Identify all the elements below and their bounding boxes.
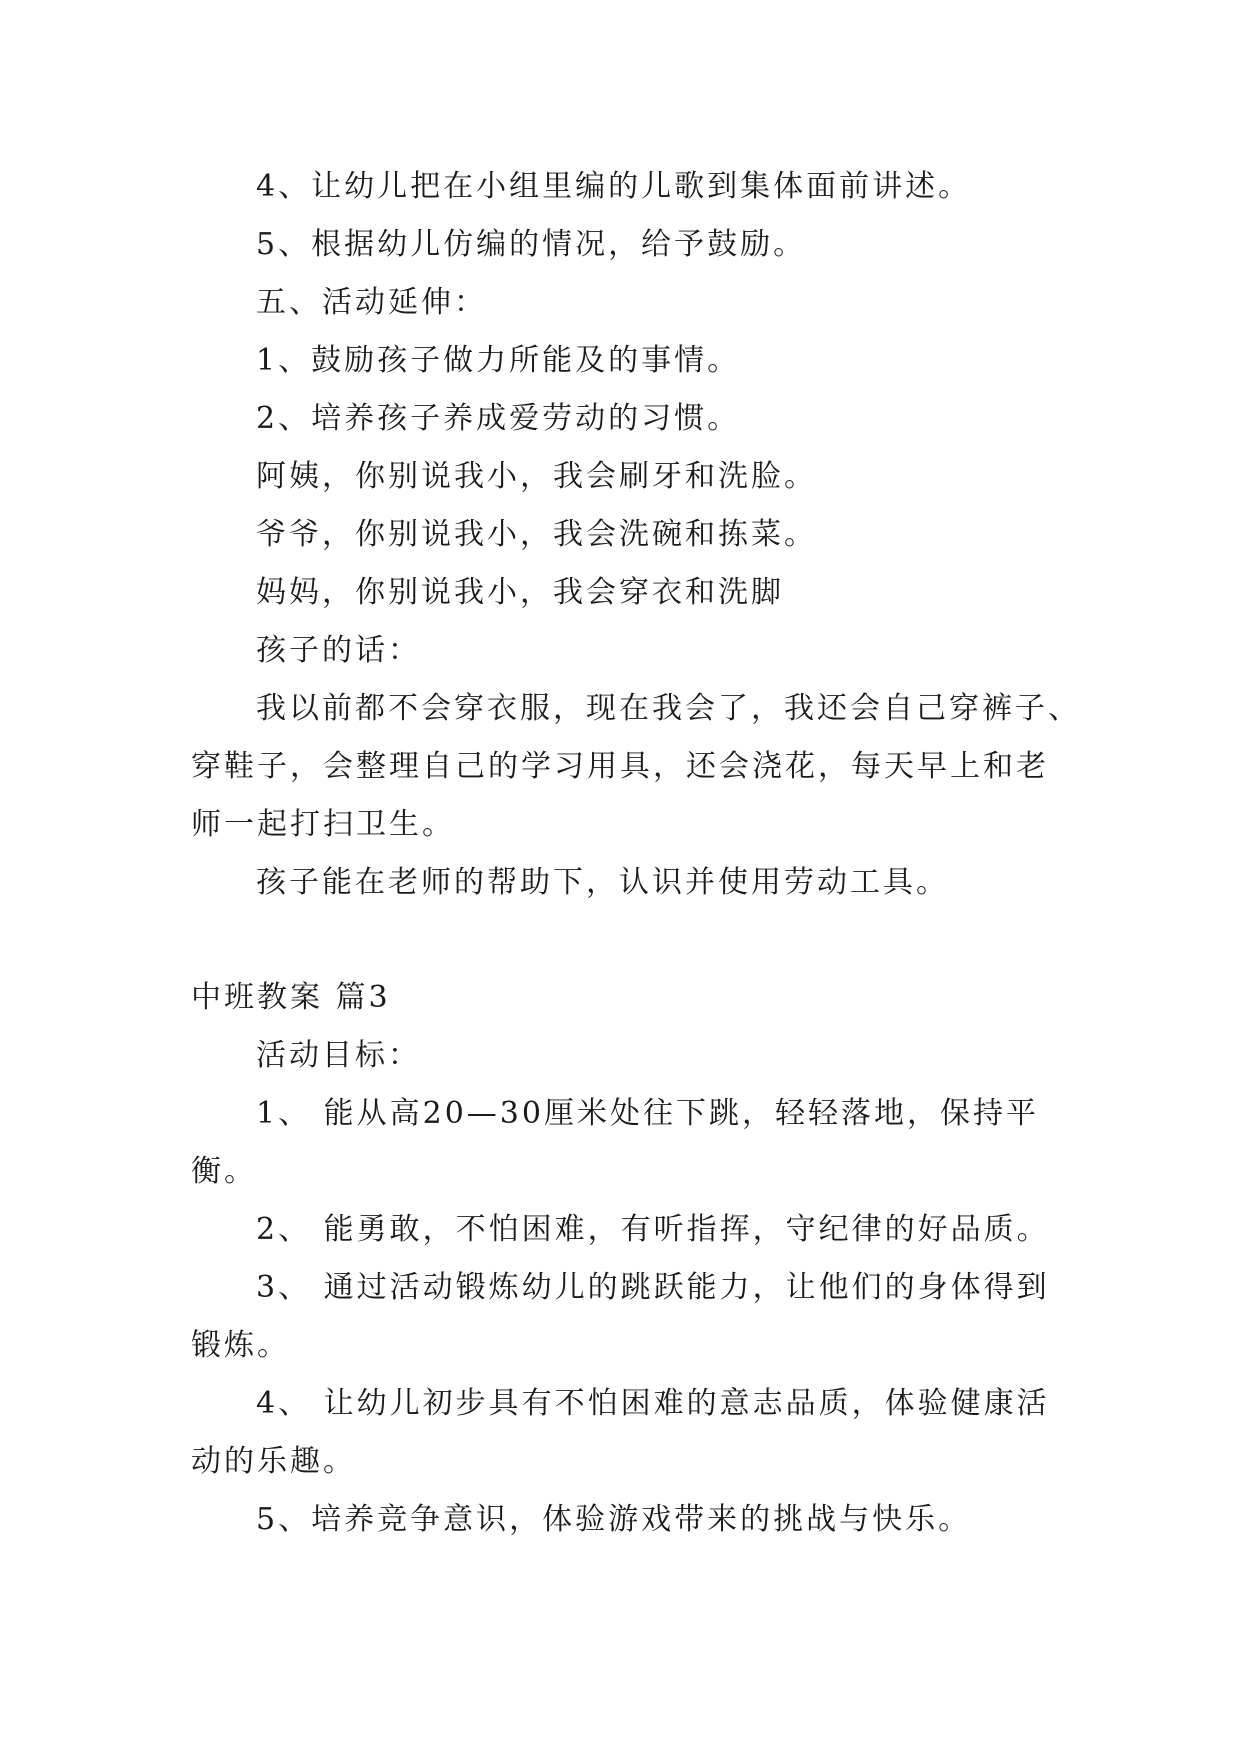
paragraph-line: 孩子能在老师的帮助下，认识并使用劳动工具。 [256, 865, 949, 900]
list-item-continuation: 动的乐趣。 [191, 1444, 356, 1479]
section-heading: 五、活动延伸： [256, 285, 487, 320]
list-item-continuation: 锻炼。 [191, 1328, 290, 1363]
list-item: 1、 能从高20—30厘米处往下跳，轻轻落地，保持平 [256, 1096, 1039, 1131]
subheading: 孩子的话： [256, 633, 421, 668]
paragraph-line: 师一起打扫卫生。 [191, 807, 455, 842]
paragraph-line: 我以前都不会穿衣服，现在我会了，我还会自己穿裤子、 [256, 691, 1081, 726]
list-item: 4、 让幼儿初步具有不怕困难的意志品质，体验健康活 [256, 1386, 1050, 1421]
paragraph-line: 穿鞋子，会整理自己的学习用具，还会浇花，每天早上和老 [191, 749, 1049, 784]
rhyme-line: 阿姨，你别说我小，我会刷牙和洗脸。 [256, 459, 817, 494]
paragraph-line: 1、鼓励孩子做力所能及的事情。 [256, 343, 741, 378]
rhyme-line: 爷爷，你别说我小，我会洗碗和拣菜。 [256, 517, 817, 552]
paragraph-line: 4、让幼儿把在小组里编的儿歌到集体面前讲述。 [256, 169, 972, 204]
section-heading: 活动目标： [256, 1038, 421, 1073]
list-item: 3、 通过活动锻炼幼儿的跳跃能力，让他们的身体得到 [256, 1270, 1050, 1305]
paragraph-line: 2、培养孩子养成爱劳动的习惯。 [256, 401, 741, 436]
section-title: 中班教案 篇3 [191, 980, 391, 1015]
list-item: 5、培养竞争意识，体验游戏带来的挑战与快乐。 [256, 1502, 972, 1537]
paragraph-line: 5、根据幼儿仿编的情况，给予鼓励。 [256, 227, 807, 262]
list-item-continuation: 衡。 [191, 1154, 257, 1189]
list-item: 2、 能勇敢，不怕困难，有听指挥，守纪律的好品质。 [256, 1212, 1050, 1247]
rhyme-line: 妈妈，你别说我小，我会穿衣和洗脚 [256, 575, 784, 610]
